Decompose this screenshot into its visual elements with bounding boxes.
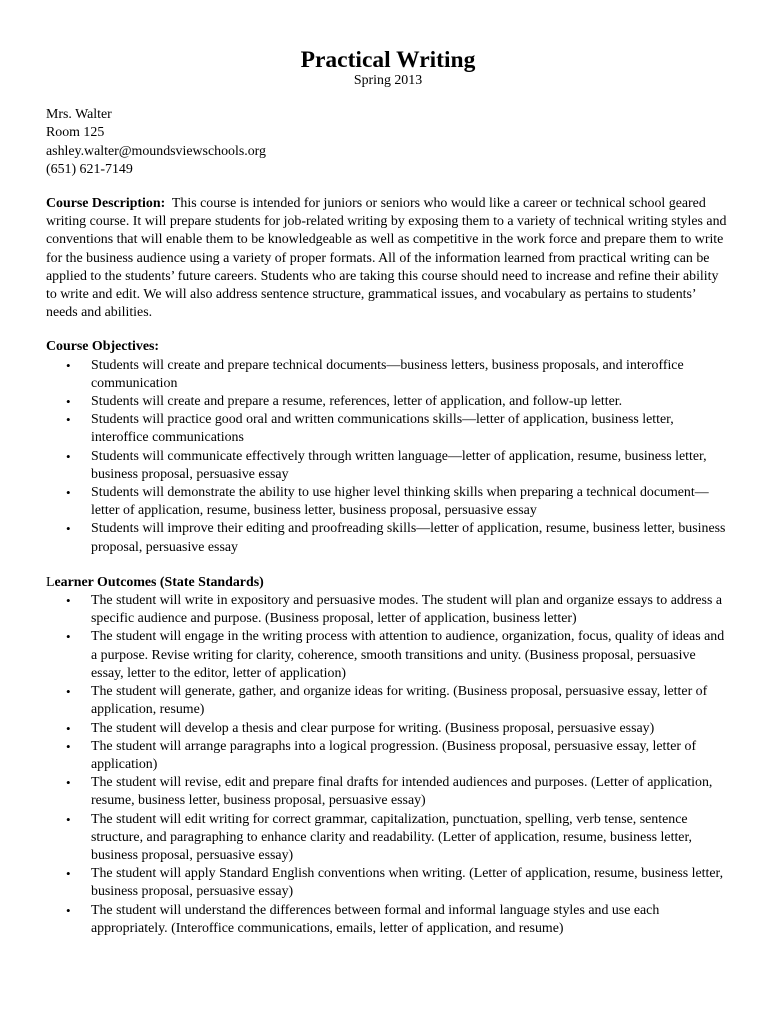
list-item-text: The student will understand the differences between formal and informal language styles and use each appropriately. (Interoffice communications, emails, letter of application, and resume) — [91, 902, 660, 936]
course-objectives-section — [46, 338, 730, 556]
bullet-icon: • — [66, 394, 71, 410]
list-item — [46, 592, 730, 628]
list-item-text: The student will write in expository and persuasive modes. The student will plan and organize essays to address a specific audience and purpose. (Business proposal, letter of application, business letter) — [91, 593, 722, 627]
list-item — [46, 683, 730, 719]
course-objectives-list — [46, 357, 730, 557]
learner-outcomes-list — [46, 592, 730, 938]
course-description-label: Course Description: — [46, 196, 166, 212]
contact-block — [46, 106, 730, 179]
list-item-text: Students will demonstrate the ability to use higher level thinking skills when preparing a technical document—letter of application, resume, business letter, business proposal, persuasive essay — [91, 485, 709, 519]
bullet-icon: • — [66, 357, 71, 373]
list-item-text: The student will edit writing for correct grammar, capitalization, punctuation, spelling, verb tense, sentence structure, and paragraphing to enhance clarity and readability. (Letter of application, resume, business letter, business proposal, persuasive essay) — [91, 811, 693, 863]
list-item-text: The student will generate, gather, and organize ideas for writing. (Business proposal, persuasive essay, letter of application, resume) — [91, 684, 708, 718]
bullet-icon: • — [66, 629, 71, 645]
list-item — [46, 902, 730, 938]
term-subtitle: Spring 2013 — [353, 73, 423, 88]
list-item — [46, 865, 730, 901]
list-item — [46, 720, 730, 738]
document-page — [46, 46, 730, 938]
page-title: Practical Writing — [300, 47, 476, 73]
bullet-icon: • — [66, 412, 71, 428]
list-item — [46, 738, 730, 774]
learner-outcomes-heading — [46, 574, 730, 592]
bullet-icon: • — [66, 775, 71, 791]
course-description — [46, 195, 730, 322]
list-item — [46, 357, 730, 393]
bullet-icon: • — [66, 811, 71, 827]
bullet-icon: • — [66, 738, 71, 754]
list-item — [46, 811, 730, 866]
bullet-icon: • — [66, 720, 71, 736]
list-item-text: The student will revise, edit and prepare final drafts for intended audiences and purposes. (Letter of application, resume, business letter, business proposal, persuasive essay) — [91, 775, 713, 809]
bullet-icon: • — [66, 866, 71, 882]
list-item — [46, 774, 730, 810]
teacher-name: Mrs. Walter — [46, 107, 112, 123]
learner-outcomes-section — [46, 574, 730, 938]
list-item-text: The student will apply Standard English conventions when writing. (Letter of application, resume, business letter, business proposal, persuasive essay) — [91, 866, 724, 900]
bullet-icon: • — [66, 684, 71, 700]
list-item-text: Students will create and prepare technical documents—business letters, business proposals, and interoffice communication — [91, 357, 684, 391]
list-item — [46, 484, 730, 520]
list-item — [46, 393, 730, 411]
email-address: ashley.walter@moundsviewschools.org — [46, 143, 266, 159]
list-item-text: The student will arrange paragraphs into a logical progression. (Business proposal, persuasive essay, letter of application) — [91, 738, 697, 772]
list-item — [46, 628, 730, 683]
list-item-text: The student will develop a thesis and clear purpose for writing. (Business proposal, persuasive essay) — [91, 720, 655, 736]
list-item — [46, 411, 730, 447]
bullet-icon: • — [66, 448, 71, 464]
list-item — [46, 520, 730, 556]
list-item-text: Students will create and prepare a resume, references, letter of application, and follow-up letter. — [91, 394, 623, 410]
list-item-text: The student will engage in the writing process with attention to audience, organization, focus, quality of ideas and a purpose. Revise writing for clarity, coherence, smooth transitions and unity. (Business proposal, persuasive essay, letter to the editor, letter of application) — [91, 629, 725, 681]
course-description-section — [46, 195, 730, 322]
bullet-icon: • — [66, 521, 71, 537]
bullet-icon: • — [66, 902, 71, 918]
course-description-text: This course is intended for juniors or seniors who would like a career or technical school geared writing course. It will prepare students for job-related writing by exposing them to a variety of technical writing styles and conventions that will enable them to be knowledgeable as well as competitive in the work force and prepare them to write for the business audience using a variety of proper formats. All of the information learned from practical writing can be applied to the students’ future careers. Students who are taking this course should need to increase and refine their ability to write and edit. We will also address sentence structure, grammatical issues, and vocabulary as pertains to students’ needs and abilities. — [46, 196, 727, 321]
list-item-text: Students will communicate effectively through written language—letter of application, resume, business letter, business proposal, persuasive essay — [91, 448, 707, 482]
list-item-text: Students will practice good oral and written communications skills—letter of application, business letter, interoffice communications — [91, 412, 674, 446]
learner-outcomes-heading-rest: earner Outcomes (State Standards) — [54, 574, 264, 590]
phone-number: (651) 621-7149 — [46, 161, 133, 177]
room-number: Room 125 — [46, 125, 105, 141]
bullet-icon: • — [66, 593, 71, 609]
course-objectives-heading: Course Objectives: — [46, 339, 160, 355]
bullet-icon: • — [66, 485, 71, 501]
list-item-text: Students will improve their editing and proofreading skills—letter of application, resume, business letter, business proposal, persuasive essay — [91, 521, 726, 555]
learner-outcomes-heading-initial: L — [46, 574, 55, 590]
list-item — [46, 448, 730, 484]
